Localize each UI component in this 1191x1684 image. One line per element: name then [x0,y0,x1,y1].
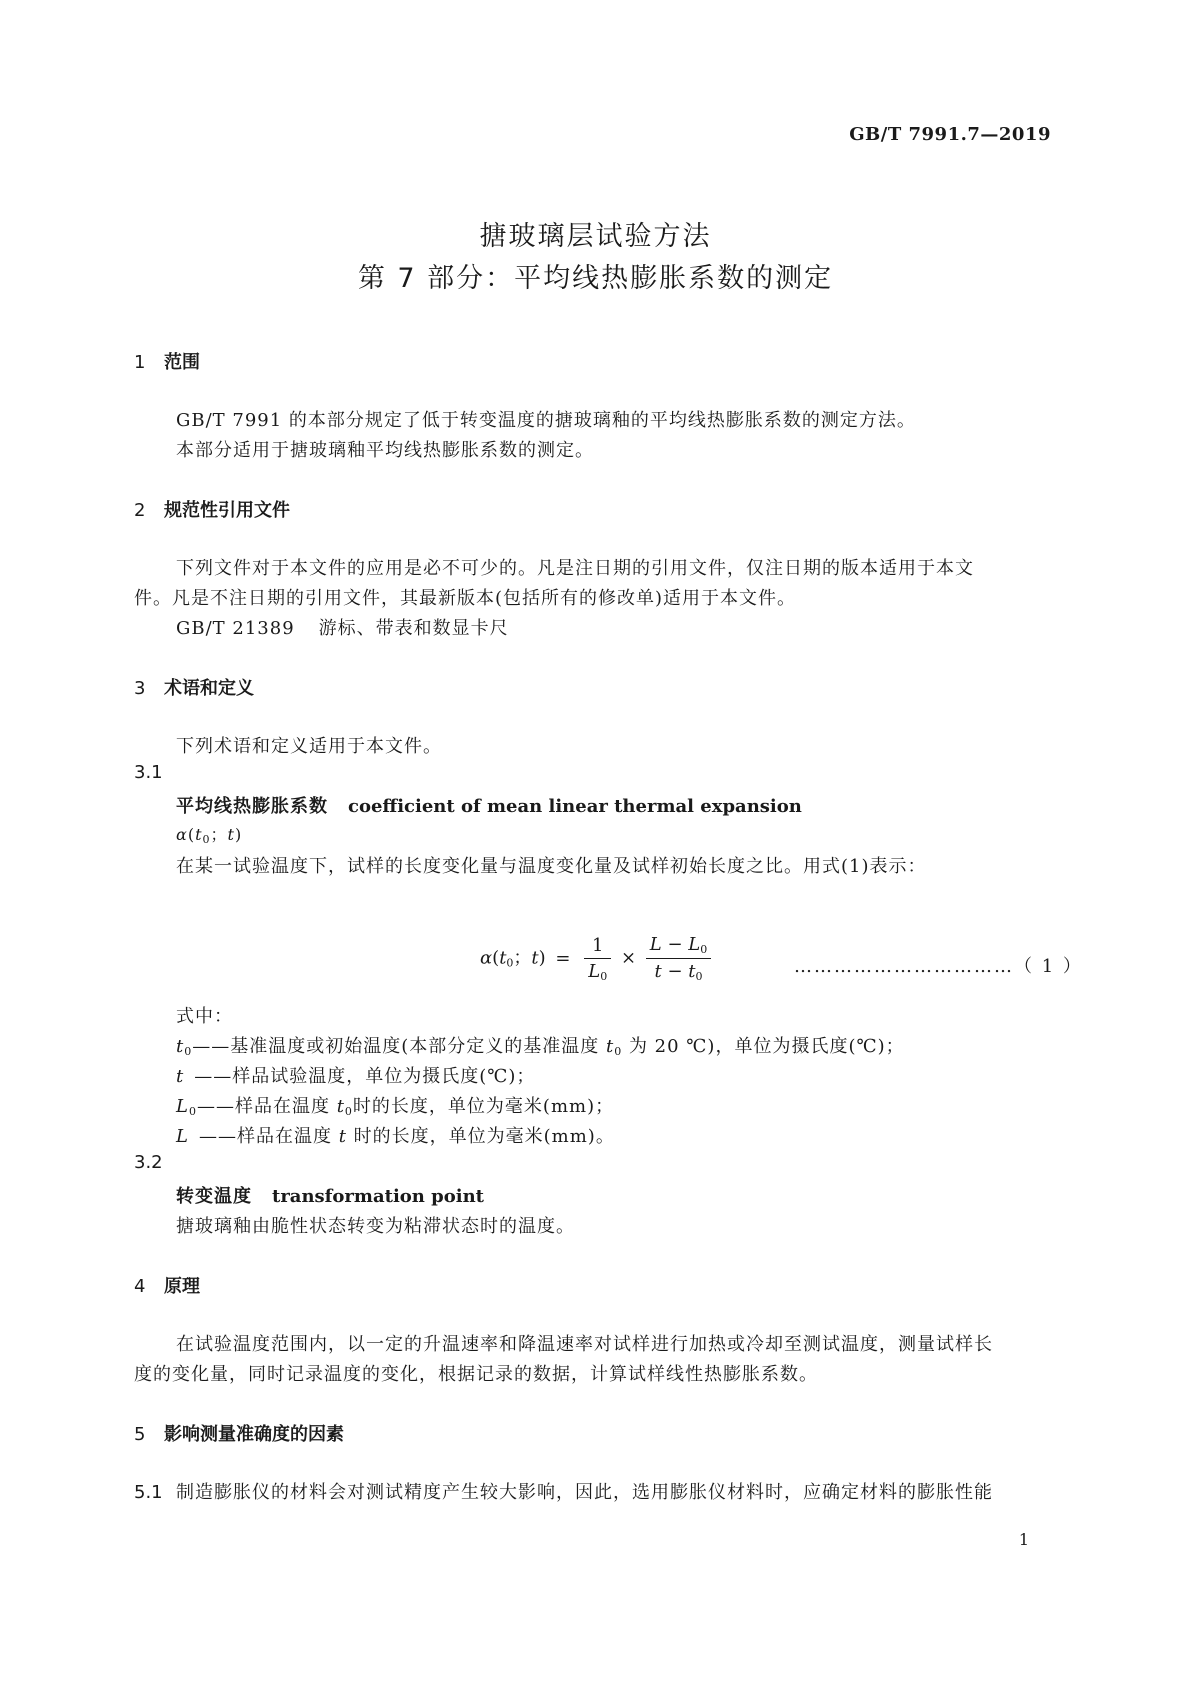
var-inline-subscript: 0 [344,1105,353,1118]
equation-1 [480,934,715,983]
where-label: 式中： [176,1006,233,1027]
var-symbol: L [176,1126,189,1147]
eq-subscript: 0 [700,943,708,956]
eq-times: × [620,947,637,969]
var-dash: —— [196,1096,235,1117]
reference-title: 游标、带表和数显卡尺 [318,618,509,639]
definition: 在某一试验温度下，试样的长度变化量与温度变化量及试样初始长度之比。用式(1)表示： [176,856,927,877]
symbol-separator: ； [210,825,228,844]
eq-num-text: L − L [649,934,701,955]
paragraph: 在试验温度范围内，以一定的升温速率和降温速率对试样进行加热或冷却至测试温度，测量试样长 [176,1334,993,1355]
var-symbol: t [176,1036,185,1057]
paragraph-continued: 度的变化量，同时记录温度的变化，根据记录的数据，计算试样线性热膨胀系数。 [134,1364,818,1385]
section-number: 5 [134,1424,146,1445]
section-title: 范围 [164,352,200,373]
paragraph: 下列术语和定义适用于本文件。 [176,736,442,757]
clause-text: 制造膨胀仪的材料会对测试精度产生较大影响，因此，选用膨胀仪材料时，应确定材料的膨胀性能 [176,1482,993,1503]
symbol-paren: ( [187,825,196,844]
var-desc: 为 20 ℃)，单位为摄氏度(℃)； [622,1036,905,1057]
term-en: coefficient of mean linear thermal expansion [348,796,802,817]
section-number: 1 [134,352,146,373]
eq-denominator [584,959,611,983]
paragraph-continued: 件。凡是不注日期的引用文件，其最新版本(包括所有的修改单)适用于本文件。 [134,588,797,609]
var-desc: 时的长度，单位为毫米(mm)； [352,1096,615,1117]
term-number-3-2: 3.2 [134,1152,163,1173]
section-title: 原理 [164,1276,200,1297]
section-title: 规范性引用文件 [164,500,290,521]
eq-paren: ) [538,947,546,969]
variable-row [176,1062,535,1088]
reference-code: GB/T 21389 [176,618,295,639]
var-symbol: L [176,1096,189,1117]
eq-subscript: 0 [506,956,514,970]
section-heading-3 [134,674,254,700]
symbol-t: t [195,825,203,844]
definition: 搪玻璃釉由脆性状态转变为粘滞状态时的温度。 [176,1216,575,1237]
var-subscript: 0 [184,1045,193,1058]
eq-fraction-1 [584,935,611,983]
var-desc: 时的长度，单位为毫米(mm)。 [346,1126,615,1147]
var-desc: 样品在温度 [236,1126,339,1147]
paragraph: GB/T 7991 的本部分规定了低于转变温度的搪玻璃釉的平均线热膨胀系数的测定方法。 [176,410,916,431]
var-desc: 样品在温度 [234,1096,337,1117]
variable-row [176,1122,615,1148]
eq-subscript: 0 [695,970,703,983]
var-dash: —— [198,1126,237,1147]
section-heading-2 [134,496,290,522]
eq-alpha: α [480,947,493,969]
section-number: 4 [134,1276,146,1297]
term-3-2 [176,1182,484,1208]
eq-fraction-2 [646,934,711,983]
eq-subscript: 0 [600,969,608,983]
eq-denominator [646,959,711,983]
section-title: 影响测量准确度的因素 [164,1424,344,1445]
paragraph: 本部分适用于搪玻璃釉平均线热膨胀系数的测定。 [176,440,594,461]
eq-equals: = [555,947,571,969]
symbol-paren: ) [234,825,243,844]
var-inline-symbol: t [605,1036,615,1057]
eq-L: L [588,960,601,982]
var-symbol: t [176,1066,185,1087]
symbol-t: t [227,825,235,844]
clause-5-1 [134,1478,993,1504]
var-dash: —— [194,1066,233,1087]
variable-row [176,1032,905,1058]
variable-row [176,1092,614,1118]
eq-separator: ； [513,947,532,969]
var-dash: —— [192,1036,231,1057]
symbol-subscript: 0 [202,833,211,846]
clause-number: 5.1 [134,1482,163,1503]
document-title-line1: 搪玻璃层试验方法 [479,221,712,252]
standard-number: GB/T 7991.7—2019 [849,124,1051,145]
var-inline-symbol: t [338,1126,347,1147]
document-title-line2: 第 7 部分：平均线热膨胀系数的测定 [357,263,834,294]
term-symbol [176,822,242,846]
section-title: 术语和定义 [164,678,254,699]
var-inline-symbol: t [336,1096,345,1117]
var-desc: 基准温度或初始温度(本部分定义的基准温度 [230,1036,606,1057]
term-3-1 [176,792,802,818]
var-inline-subscript: 0 [614,1045,623,1058]
section-number: 3 [134,678,146,699]
section-heading-1 [134,348,200,374]
eq-numerator: 1 [584,935,611,959]
eq-numerator [646,934,711,959]
symbol-alpha: α [176,825,188,844]
eq-paren: ( [492,947,500,969]
term-zh: 平均线热膨胀系数 [176,796,328,817]
normative-reference [176,614,509,640]
page-number: 1 [1018,1530,1029,1549]
var-subscript: 0 [188,1105,197,1118]
term-zh: 转变温度 [176,1186,252,1207]
section-heading-5 [134,1420,344,1446]
section-heading-4 [134,1272,200,1298]
term-number-3-1: 3.1 [134,762,163,783]
eq-den-text: t − t [654,961,696,982]
equation-number: ……………………………（ 1 ） [794,956,1083,977]
term-en: transformation point [272,1186,484,1207]
paragraph: 下列文件对于本文件的应用是必不可少的。凡是注日期的引用文件，仅注日期的版本适用于本文 [176,558,974,579]
eq-t: t [531,947,539,969]
eq-t: t [499,947,507,969]
section-number: 2 [134,500,146,521]
var-desc: 样品试验温度，单位为摄氏度(℃)； [232,1066,536,1087]
